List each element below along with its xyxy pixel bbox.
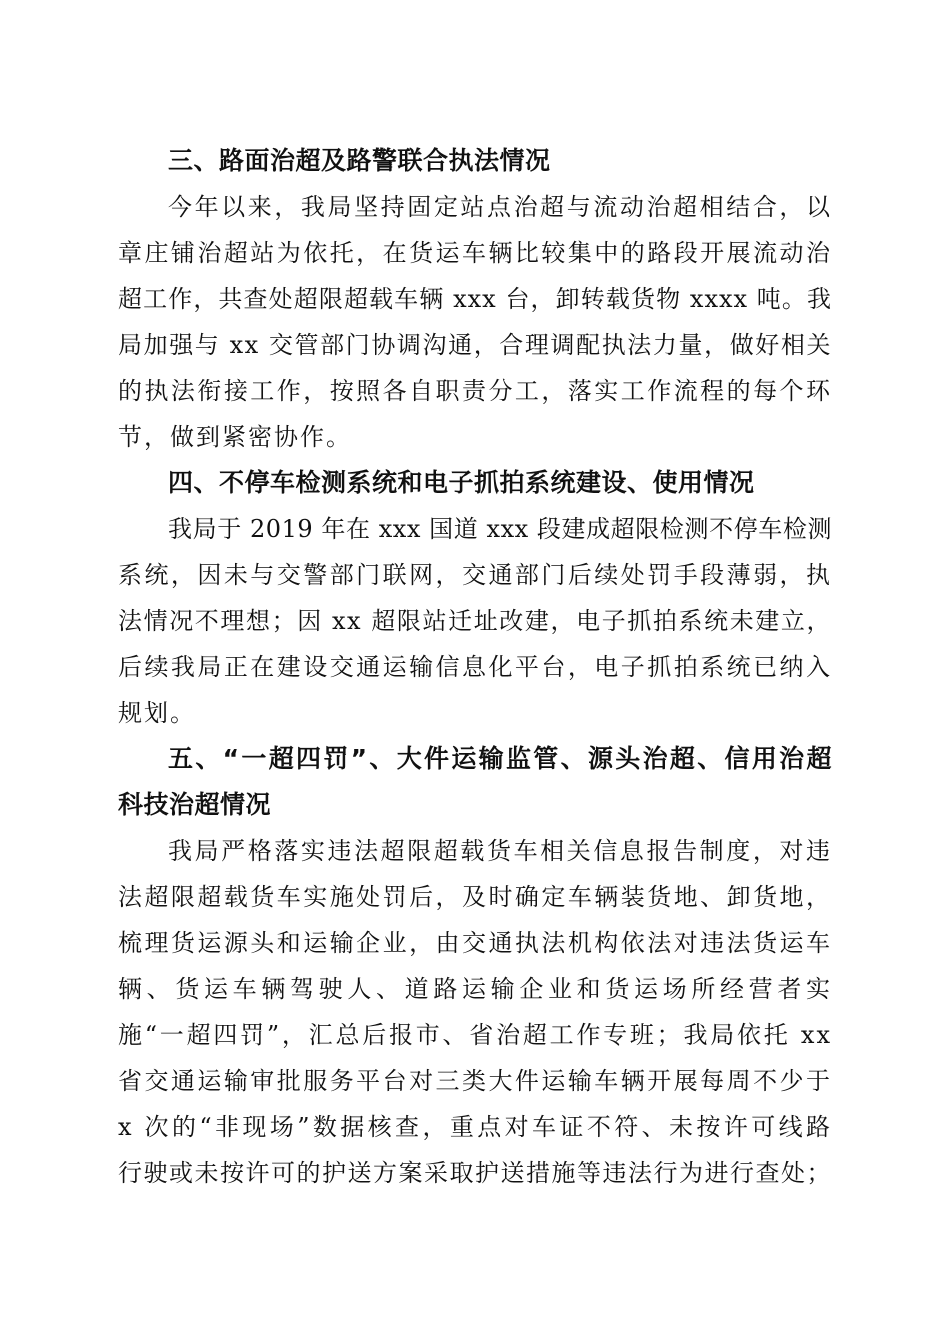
- paragraph-line: 法情况不理想；因 xx 超限站迁址改建，电子抓拍系统未建立，: [118, 607, 832, 635]
- document-body: [118, 138, 832, 1196]
- paragraph-line: 的执法衔接工作，按照各自职责分工，落实工作流程的每个环: [118, 377, 832, 405]
- paragraph-line: 今年以来，我局坚持固定站点治超与流动治超相结合，以: [168, 193, 832, 221]
- paragraph-line: 超工作，共查处超限超载车辆 xxx 台，卸转载货物 xxxx 吨。我: [118, 285, 832, 313]
- paragraph-line: 系统，因未与交警部门联网，交通部门后续处罚手段薄弱，执: [118, 561, 832, 589]
- paragraph-line: 后续我局正在建设交通运输信息化平台，电子抓拍系统已纳入: [118, 653, 832, 681]
- paragraph-line: 局加强与 xx 交管部门协调沟通，合理调配执法力量，做好相关: [118, 331, 832, 359]
- section-4-paragraph: [118, 506, 832, 736]
- paragraph-line: 我局严格落实违法超限超载货车相关信息报告制度，对违: [168, 837, 832, 865]
- section-5-paragraph: [118, 828, 832, 1196]
- paragraph-line: 梳理货运源头和运输企业，由交通执法机构依法对违法货运车: [118, 929, 832, 957]
- paragraph-line: 行驶或未按许可的护送方案采取护送措施等违法行为进行查处；: [118, 1159, 832, 1187]
- paragraph-line: 节，做到紧密协作。: [118, 423, 352, 451]
- paragraph-line: 我局于 2019 年在 xxx 国道 xxx 段建成超限检测不停车检测: [168, 515, 832, 543]
- section-3-heading: [118, 138, 832, 184]
- section-3-paragraph: [118, 184, 832, 460]
- paragraph-line: 省交通运输审批服务平台对三类大件运输车辆开展每周不少于: [118, 1067, 832, 1095]
- section-5-heading-text: 科技治超情况: [118, 790, 272, 819]
- section-5-heading-text: 五、“一超四罚”、大件运输监管、源头治超、信用治超: [168, 744, 832, 773]
- paragraph-line: 法超限超载货车实施处罚后，及时确定车辆装货地、卸货地，: [118, 883, 832, 911]
- section-3-heading-text: 三、路面治超及路警联合执法情况: [168, 146, 551, 175]
- paragraph-line: 规划。: [118, 699, 196, 727]
- section-5-heading: [118, 736, 832, 828]
- paragraph-line: x 次的“非现场”数据核查，重点对车证不符、未按许可线路: [118, 1113, 832, 1141]
- section-4-heading: [118, 460, 832, 506]
- paragraph-line: 施“一超四罚”，汇总后报市、省治超工作专班；我局依托 xx: [118, 1021, 832, 1049]
- paragraph-line: 章庄铺治超站为依托，在货运车辆比较集中的路段开展流动治: [118, 239, 832, 267]
- paragraph-line: 辆、货运车辆驾驶人、道路运输企业和货运场所经营者实: [118, 975, 832, 1003]
- section-4-heading-text: 四、不停车检测系统和电子抓拍系统建设、使用情况: [168, 468, 755, 497]
